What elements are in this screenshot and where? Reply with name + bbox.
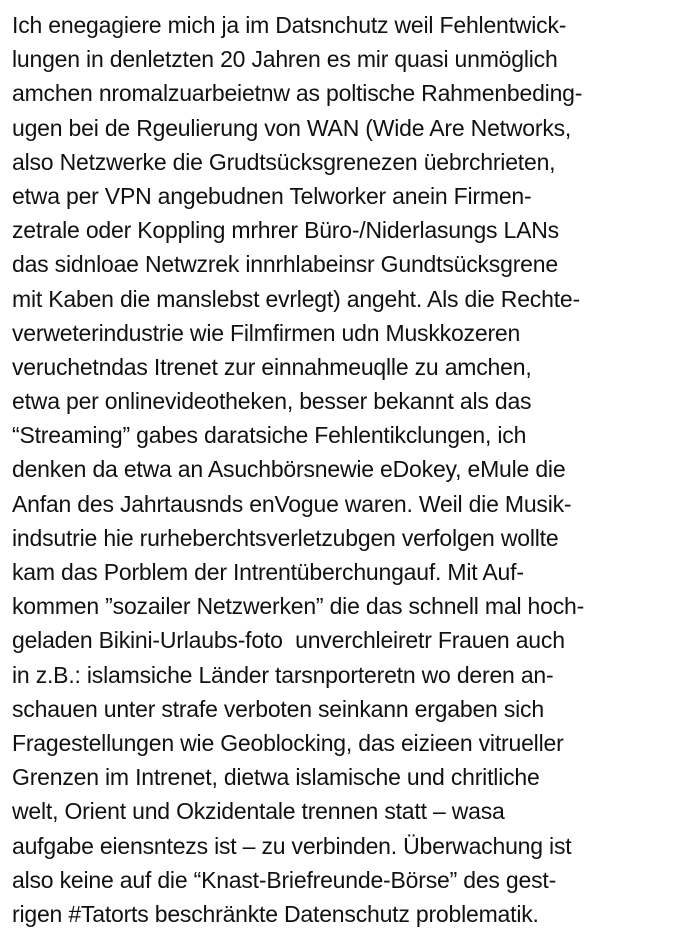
- text-line: denken da etwa an Asuchbörsnewie eDokey, eMule die: [12, 456, 566, 483]
- text-line: amchen nromalzuarbeietnw as poltische Rahmenbeding-: [12, 80, 583, 107]
- text-line: lungen in denletzten 20 Jahren es mir quasi unmöglich: [12, 46, 558, 73]
- text-line: verweterindustrie wie Filmfirmen udn Muskkozeren: [12, 319, 521, 346]
- text-line: etwa per onlinevideotheken, besser bekannt als das: [12, 388, 532, 415]
- text-line: aufgabe eiensntezs ist – zu verbinden. Überwachung ist: [12, 832, 572, 859]
- text-line: also Netzwerke die Grudtsücksgrenezen üebrchrieten,: [12, 148, 556, 175]
- body-paragraph: [12, 8, 680, 931]
- text-line: Anfan des Jahrtausnds enVogue waren. Weil die Musik-: [12, 490, 572, 517]
- text-line: kam das Porblem der Intrentüberchungauf. Mit Auf-: [12, 559, 524, 585]
- text-line: Fragestellungen wie Geoblocking, das eizieen vitrueller: [12, 729, 564, 756]
- text-line: veruchetndas Itrenet zur einnahmeuqlle zu amchen,: [12, 353, 532, 380]
- text-line: kommen ”sozailer Netzwerken” die das schnell mal hoch-: [12, 593, 585, 620]
- text-line: Ich enegagiere mich ja im Datsnchutz weil Fehlentwick-: [12, 12, 567, 38]
- text-line: zetrale oder Koppling mrhrer Büro-/Niderlasungs LANs: [12, 217, 559, 244]
- text-line: welt, Orient und Okzidentale trennen statt – wasa: [12, 798, 505, 825]
- text-line: rigen #Tatorts beschränkte Datenschutz problematik.: [12, 900, 539, 927]
- text-line: also keine auf die “Knast-Briefreunde-Börse” des gest-: [12, 866, 557, 893]
- text-line: schauen unter strafe verboten seinkann ergaben sich: [12, 695, 544, 722]
- text-line: geladen Bikini-Urlaubs-foto unverchleiretr Frauen auch: [12, 627, 565, 654]
- text-line: mit Kaben die manslebst evrlegt) angeht. Als die Rechte-: [12, 285, 580, 312]
- text-line: etwa per VPN angebudnen Telworker anein Firmen-: [12, 182, 532, 209]
- text-line: Grenzen im Intrenet, dietwa islamische und chritliche: [12, 764, 540, 791]
- text-line: in z.B.: islamsiche Länder tarsnporteretn wo deren an-: [12, 661, 554, 688]
- text-line: das sidnloae Netwzrek innrhlabeinsr Gundtsücksgrene: [12, 251, 558, 278]
- text-line: ugen bei de Rgeulierung von WAN (Wide Are Networks,: [12, 114, 572, 141]
- text-line: indsutrie hie rurheberchtsverletzubgen verfolgen wollte: [12, 524, 559, 551]
- text-line: “Streaming” gabes daratsiche Fehlentikclungen, ich: [12, 422, 527, 449]
